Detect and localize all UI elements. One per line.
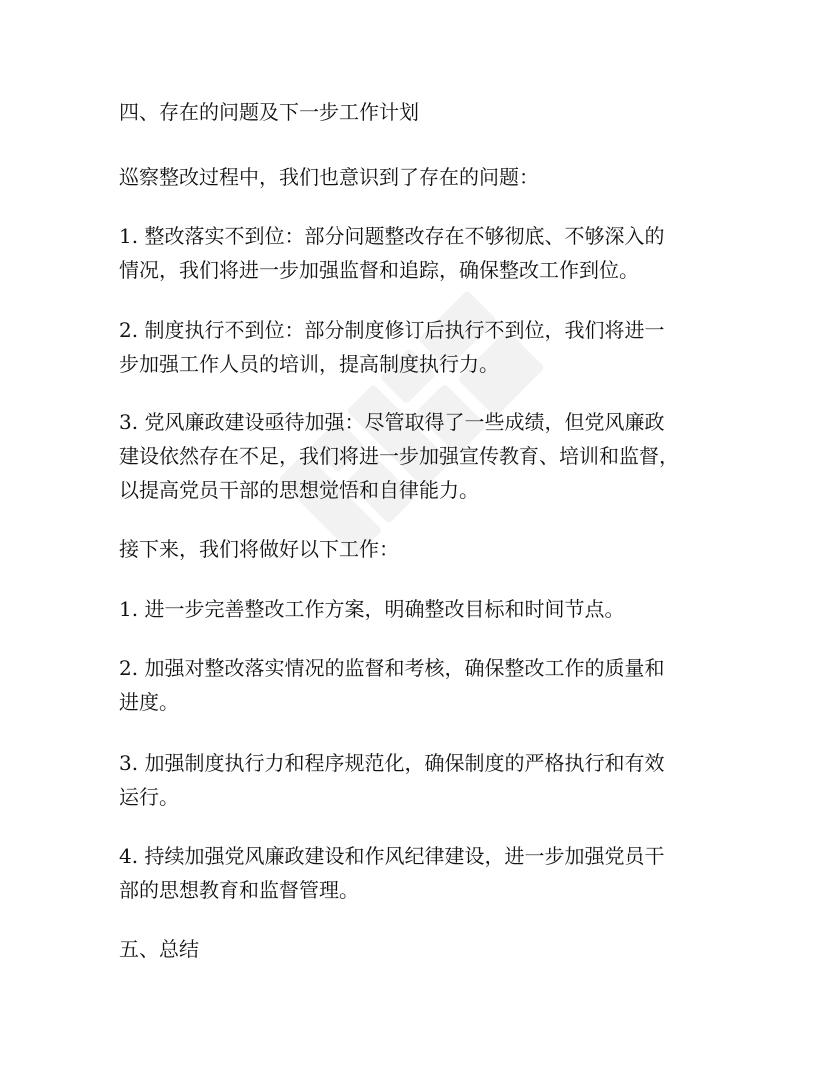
problem-item: 1. 整改落实不到位：部分问题整改存在不够彻底、不够深入的 情况，我们将进一步加强监督和追踪，确保整改工作到位。 <box>119 224 665 282</box>
problems-intro: 巡察整改过程中，我们也意识到了存在的问题： <box>119 165 539 189</box>
section-5-heading: 五、总结 <box>119 937 199 961</box>
section-4-heading: 四、存在的问题及下一步工作计划 <box>119 100 419 124</box>
next-steps-intro: 接下来，我们将做好以下工作： <box>119 537 399 561</box>
problem-item: 3. 党风廉政建设亟待加强：尽管取得了一些成绩，但党风廉政 建设依然存在不足，我们将进一步加强宣传教育、培训和监督， 以提高党员干部的思想觉悟和自律能力。 <box>119 410 679 502</box>
plan-item: 2. 加强对整改落实情况的监督和考核，确保整改工作的质量和 进度。 <box>119 656 665 714</box>
problem-item: 2. 制度执行不到位：部分制度修订后执行不到位，我们将进一 步加强工作人员的培训，提高制度执行力。 <box>119 318 665 376</box>
plan-item: 1. 进一步完善整改工作方案，明确整改目标和时间节点。 <box>119 597 625 621</box>
plan-item: 3. 加强制度执行力和程序规范化，确保制度的严格执行和有效 运行。 <box>119 751 665 809</box>
plan-item: 4. 持续加强党风廉政建设和作风纪律建设，进一步加强党员干 部的思想教育和监督管理。 <box>119 844 665 902</box>
